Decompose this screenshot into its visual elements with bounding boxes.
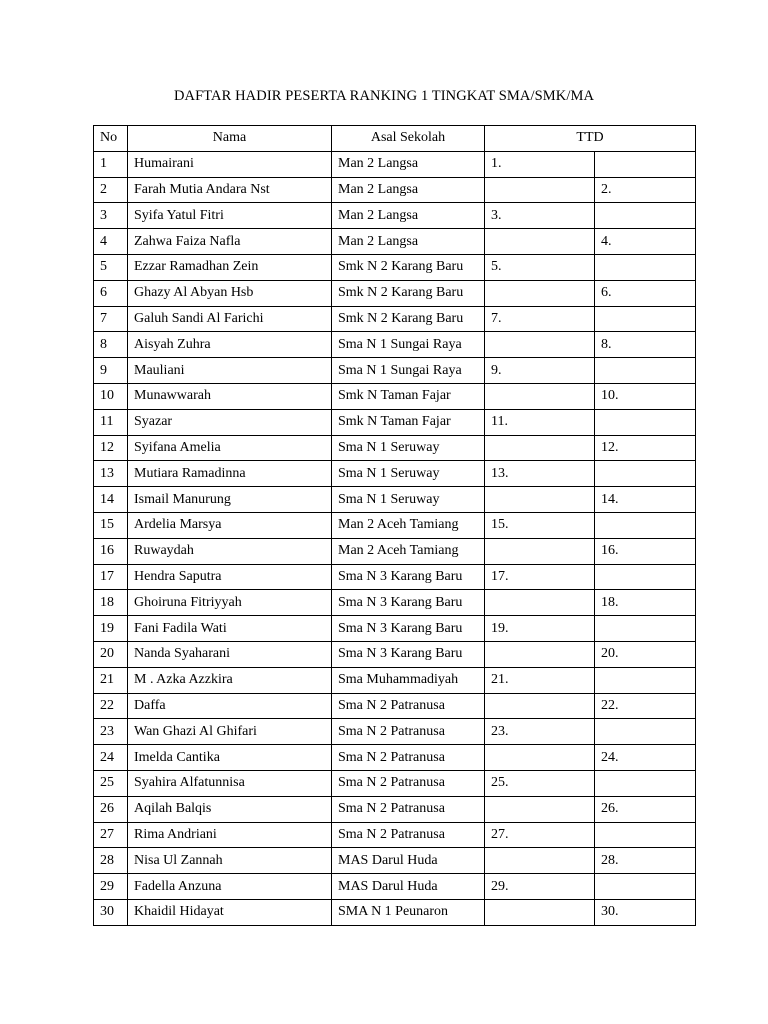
cell-nama: Ghazy Al Abyan Hsb bbox=[128, 280, 332, 306]
cell-no: 25 bbox=[94, 770, 128, 796]
cell-asal-sekolah: Man 2 Aceh Tamiang bbox=[332, 512, 485, 538]
cell-nama: Syahira Alfatunnisa bbox=[128, 770, 332, 796]
cell-ttd-left bbox=[485, 383, 595, 409]
cell-asal-sekolah: Sma N 3 Karang Baru bbox=[332, 590, 485, 616]
cell-ttd-right: 4. bbox=[595, 229, 696, 255]
cell-nama: M . Azka Azzkira bbox=[128, 667, 332, 693]
cell-no: 11 bbox=[94, 409, 128, 435]
table-row bbox=[94, 151, 696, 177]
cell-ttd-right bbox=[595, 461, 696, 487]
cell-ttd-right bbox=[595, 667, 696, 693]
table-row bbox=[94, 590, 696, 616]
cell-no: 29 bbox=[94, 874, 128, 900]
table-row bbox=[94, 254, 696, 280]
cell-no: 15 bbox=[94, 512, 128, 538]
cell-nama: Daffa bbox=[128, 693, 332, 719]
cell-nama: Ruwaydah bbox=[128, 538, 332, 564]
cell-no: 23 bbox=[94, 719, 128, 745]
table-row bbox=[94, 616, 696, 642]
cell-nama: Aqilah Balqis bbox=[128, 796, 332, 822]
cell-ttd-right bbox=[595, 719, 696, 745]
cell-asal-sekolah: Sma N 2 Patranusa bbox=[332, 796, 485, 822]
cell-no: 12 bbox=[94, 435, 128, 461]
cell-nama: Khaidil Hidayat bbox=[128, 899, 332, 925]
cell-ttd-left bbox=[485, 641, 595, 667]
cell-ttd-right: 26. bbox=[595, 796, 696, 822]
cell-ttd-left: 21. bbox=[485, 667, 595, 693]
cell-no: 27 bbox=[94, 822, 128, 848]
cell-ttd-right bbox=[595, 254, 696, 280]
cell-no: 2 bbox=[94, 177, 128, 203]
cell-ttd-left bbox=[485, 177, 595, 203]
table-row bbox=[94, 487, 696, 513]
cell-ttd-right bbox=[595, 409, 696, 435]
table-row bbox=[94, 693, 696, 719]
cell-no: 6 bbox=[94, 280, 128, 306]
table-row bbox=[94, 280, 696, 306]
cell-nama: Farah Mutia Andara Nst bbox=[128, 177, 332, 203]
cell-ttd-right: 28. bbox=[595, 848, 696, 874]
table-row bbox=[94, 874, 696, 900]
cell-ttd-right: 8. bbox=[595, 332, 696, 358]
cell-nama: Ezzar Ramadhan Zein bbox=[128, 254, 332, 280]
cell-nama: Wan Ghazi Al Ghifari bbox=[128, 719, 332, 745]
cell-ttd-right: 16. bbox=[595, 538, 696, 564]
cell-nama: Rima Andriani bbox=[128, 822, 332, 848]
cell-ttd-left: 13. bbox=[485, 461, 595, 487]
cell-ttd-left bbox=[485, 899, 595, 925]
cell-nama: Imelda Cantika bbox=[128, 745, 332, 771]
table-row bbox=[94, 719, 696, 745]
table-row bbox=[94, 745, 696, 771]
cell-ttd-left bbox=[485, 229, 595, 255]
cell-nama: Ghoiruna Fitriyyah bbox=[128, 590, 332, 616]
table-row bbox=[94, 229, 696, 255]
cell-no: 3 bbox=[94, 203, 128, 229]
cell-no: 7 bbox=[94, 306, 128, 332]
cell-asal-sekolah: Sma Muhammadiyah bbox=[332, 667, 485, 693]
cell-no: 20 bbox=[94, 641, 128, 667]
cell-ttd-right: 24. bbox=[595, 745, 696, 771]
cell-ttd-left bbox=[485, 590, 595, 616]
table-row bbox=[94, 383, 696, 409]
cell-ttd-left: 29. bbox=[485, 874, 595, 900]
cell-ttd-right: 12. bbox=[595, 435, 696, 461]
cell-nama: Mauliani bbox=[128, 358, 332, 384]
table-header-row bbox=[94, 126, 696, 152]
cell-ttd-left: 23. bbox=[485, 719, 595, 745]
cell-ttd-right bbox=[595, 203, 696, 229]
cell-asal-sekolah: Smk N 2 Karang Baru bbox=[332, 254, 485, 280]
cell-ttd-left: 27. bbox=[485, 822, 595, 848]
table-row bbox=[94, 822, 696, 848]
cell-no: 30 bbox=[94, 899, 128, 925]
cell-nama: Humairani bbox=[128, 151, 332, 177]
table-row bbox=[94, 409, 696, 435]
cell-no: 10 bbox=[94, 383, 128, 409]
cell-nama: Ismail Manurung bbox=[128, 487, 332, 513]
cell-asal-sekolah: Sma N 1 Seruway bbox=[332, 461, 485, 487]
cell-no: 14 bbox=[94, 487, 128, 513]
cell-asal-sekolah: Man 2 Langsa bbox=[332, 203, 485, 229]
table-row bbox=[94, 306, 696, 332]
header-asal-sekolah: Asal Sekolah bbox=[332, 126, 485, 152]
cell-asal-sekolah: Sma N 2 Patranusa bbox=[332, 719, 485, 745]
table-row bbox=[94, 641, 696, 667]
cell-asal-sekolah: Smk N Taman Fajar bbox=[332, 409, 485, 435]
cell-ttd-right: 20. bbox=[595, 641, 696, 667]
cell-asal-sekolah: Man 2 Langsa bbox=[332, 151, 485, 177]
cell-ttd-left bbox=[485, 538, 595, 564]
page-title: DAFTAR HADIR PESERTA RANKING 1 TINGKAT SMA/SMK/MA bbox=[173, 88, 595, 104]
cell-asal-sekolah: MAS Darul Huda bbox=[332, 848, 485, 874]
table-row bbox=[94, 538, 696, 564]
cell-asal-sekolah: Man 2 Langsa bbox=[332, 229, 485, 255]
header-nama: Nama bbox=[128, 126, 332, 152]
cell-no: 26 bbox=[94, 796, 128, 822]
cell-ttd-right: 14. bbox=[595, 487, 696, 513]
cell-ttd-right bbox=[595, 512, 696, 538]
table-row bbox=[94, 435, 696, 461]
cell-nama: Ardelia Marsya bbox=[128, 512, 332, 538]
cell-asal-sekolah: SMA N 1 Peunaron bbox=[332, 899, 485, 925]
cell-nama: Mutiara Ramadinna bbox=[128, 461, 332, 487]
cell-no: 4 bbox=[94, 229, 128, 255]
table-row bbox=[94, 332, 696, 358]
header-ttd: TTD bbox=[485, 126, 696, 152]
cell-no: 5 bbox=[94, 254, 128, 280]
cell-nama: Fani Fadila Wati bbox=[128, 616, 332, 642]
table-row bbox=[94, 770, 696, 796]
cell-asal-sekolah: Sma N 2 Patranusa bbox=[332, 822, 485, 848]
cell-ttd-left bbox=[485, 332, 595, 358]
table-row bbox=[94, 667, 696, 693]
cell-ttd-left bbox=[485, 796, 595, 822]
cell-nama: Zahwa Faiza Nafla bbox=[128, 229, 332, 255]
table-row bbox=[94, 564, 696, 590]
cell-ttd-left: 25. bbox=[485, 770, 595, 796]
table-row bbox=[94, 461, 696, 487]
cell-ttd-left bbox=[485, 693, 595, 719]
table-row bbox=[94, 512, 696, 538]
cell-asal-sekolah: MAS Darul Huda bbox=[332, 874, 485, 900]
cell-ttd-left: 11. bbox=[485, 409, 595, 435]
cell-no: 13 bbox=[94, 461, 128, 487]
table-row bbox=[94, 203, 696, 229]
cell-asal-sekolah: Sma N 3 Karang Baru bbox=[332, 616, 485, 642]
cell-nama: Galuh Sandi Al Farichi bbox=[128, 306, 332, 332]
table-row bbox=[94, 177, 696, 203]
cell-ttd-left: 1. bbox=[485, 151, 595, 177]
cell-asal-sekolah: Sma N 3 Karang Baru bbox=[332, 641, 485, 667]
cell-ttd-right bbox=[595, 358, 696, 384]
cell-asal-sekolah: Smk N 2 Karang Baru bbox=[332, 306, 485, 332]
cell-no: 18 bbox=[94, 590, 128, 616]
table-row bbox=[94, 358, 696, 384]
cell-ttd-right bbox=[595, 616, 696, 642]
cell-no: 21 bbox=[94, 667, 128, 693]
table-row bbox=[94, 848, 696, 874]
cell-no: 1 bbox=[94, 151, 128, 177]
cell-nama: Fadella Anzuna bbox=[128, 874, 332, 900]
cell-asal-sekolah: Man 2 Aceh Tamiang bbox=[332, 538, 485, 564]
cell-nama: Nisa Ul Zannah bbox=[128, 848, 332, 874]
cell-ttd-right: 6. bbox=[595, 280, 696, 306]
cell-nama: Syazar bbox=[128, 409, 332, 435]
cell-asal-sekolah: Sma N 1 Seruway bbox=[332, 435, 485, 461]
cell-ttd-left bbox=[485, 487, 595, 513]
cell-no: 16 bbox=[94, 538, 128, 564]
cell-asal-sekolah: Sma N 2 Patranusa bbox=[332, 770, 485, 796]
cell-ttd-right: 22. bbox=[595, 693, 696, 719]
cell-nama: Nanda Syaharani bbox=[128, 641, 332, 667]
cell-ttd-right bbox=[595, 770, 696, 796]
cell-ttd-right: 18. bbox=[595, 590, 696, 616]
cell-nama: Munawwarah bbox=[128, 383, 332, 409]
table-row bbox=[94, 899, 696, 925]
cell-no: 22 bbox=[94, 693, 128, 719]
cell-no: 19 bbox=[94, 616, 128, 642]
cell-no: 24 bbox=[94, 745, 128, 771]
cell-asal-sekolah: Sma N 2 Patranusa bbox=[332, 745, 485, 771]
cell-ttd-right bbox=[595, 822, 696, 848]
attendance-table bbox=[93, 125, 696, 926]
cell-asal-sekolah: Sma N 1 Seruway bbox=[332, 487, 485, 513]
cell-ttd-right bbox=[595, 151, 696, 177]
cell-ttd-right bbox=[595, 874, 696, 900]
cell-asal-sekolah: Sma N 1 Sungai Raya bbox=[332, 358, 485, 384]
cell-asal-sekolah: Sma N 1 Sungai Raya bbox=[332, 332, 485, 358]
cell-no: 8 bbox=[94, 332, 128, 358]
cell-ttd-left: 7. bbox=[485, 306, 595, 332]
cell-ttd-left: 15. bbox=[485, 512, 595, 538]
cell-no: 9 bbox=[94, 358, 128, 384]
cell-ttd-right bbox=[595, 564, 696, 590]
cell-asal-sekolah: Sma N 3 Karang Baru bbox=[332, 564, 485, 590]
cell-ttd-left: 17. bbox=[485, 564, 595, 590]
cell-ttd-left: 3. bbox=[485, 203, 595, 229]
cell-ttd-left bbox=[485, 745, 595, 771]
table-row bbox=[94, 796, 696, 822]
cell-asal-sekolah: Smk N Taman Fajar bbox=[332, 383, 485, 409]
cell-nama: Aisyah Zuhra bbox=[128, 332, 332, 358]
cell-asal-sekolah: Man 2 Langsa bbox=[332, 177, 485, 203]
cell-ttd-left bbox=[485, 848, 595, 874]
cell-ttd-left: 5. bbox=[485, 254, 595, 280]
cell-ttd-right: 30. bbox=[595, 899, 696, 925]
cell-ttd-left: 19. bbox=[485, 616, 595, 642]
cell-nama: Syifana Amelia bbox=[128, 435, 332, 461]
header-no: No bbox=[94, 126, 128, 152]
cell-nama: Syifa Yatul Fitri bbox=[128, 203, 332, 229]
cell-no: 28 bbox=[94, 848, 128, 874]
cell-ttd-right bbox=[595, 306, 696, 332]
cell-nama: Hendra Saputra bbox=[128, 564, 332, 590]
cell-ttd-left bbox=[485, 280, 595, 306]
cell-ttd-left bbox=[485, 435, 595, 461]
cell-asal-sekolah: Sma N 2 Patranusa bbox=[332, 693, 485, 719]
cell-ttd-left: 9. bbox=[485, 358, 595, 384]
cell-asal-sekolah: Smk N 2 Karang Baru bbox=[332, 280, 485, 306]
cell-ttd-right: 2. bbox=[595, 177, 696, 203]
cell-ttd-right: 10. bbox=[595, 383, 696, 409]
cell-no: 17 bbox=[94, 564, 128, 590]
